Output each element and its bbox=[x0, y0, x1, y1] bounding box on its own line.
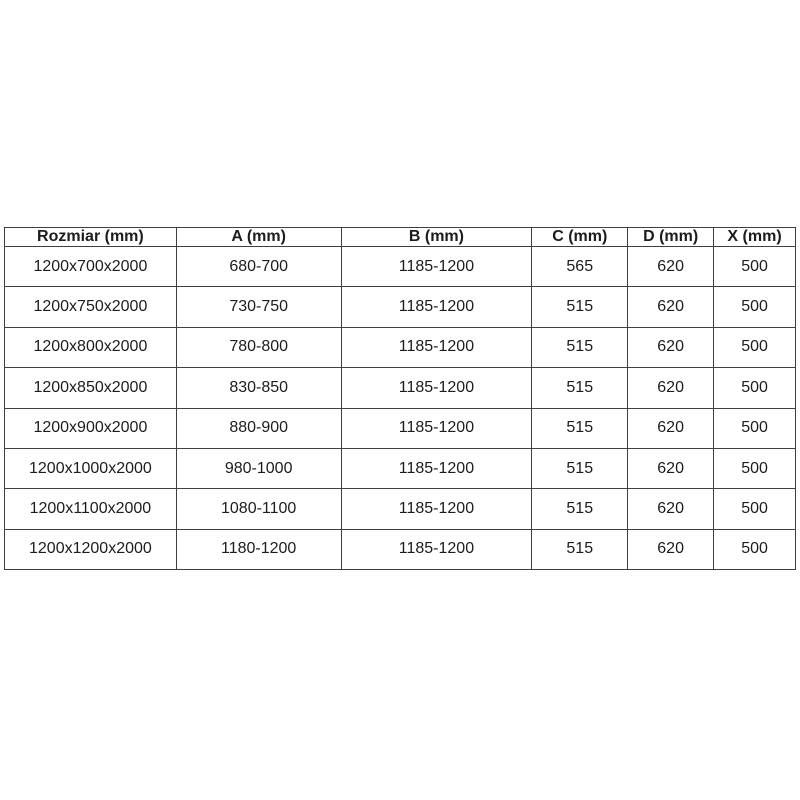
table-cell: 1200x1200x2000 bbox=[5, 529, 177, 569]
header-cell-rozmiar: Rozmiar (mm) bbox=[5, 228, 177, 247]
table-cell: 500 bbox=[714, 448, 796, 488]
table-cell: 1185-1200 bbox=[341, 247, 532, 287]
table-row bbox=[5, 368, 796, 408]
table-row bbox=[5, 327, 796, 367]
table-cell: 1200x850x2000 bbox=[5, 368, 177, 408]
table-cell: 1185-1200 bbox=[341, 368, 532, 408]
table-cell: 515 bbox=[532, 368, 628, 408]
table-cell: 1200x1000x2000 bbox=[5, 448, 177, 488]
table-row bbox=[5, 247, 796, 287]
table-row bbox=[5, 529, 796, 569]
table-cell: 515 bbox=[532, 529, 628, 569]
table-cell: 680-700 bbox=[176, 247, 341, 287]
table-cell: 1185-1200 bbox=[341, 489, 532, 529]
table-cell: 880-900 bbox=[176, 408, 341, 448]
table-row bbox=[5, 408, 796, 448]
table-cell: 1185-1200 bbox=[341, 327, 532, 367]
table-cell: 620 bbox=[628, 529, 714, 569]
table-row bbox=[5, 489, 796, 529]
header-cell-d: D (mm) bbox=[628, 228, 714, 247]
table-cell: 1185-1200 bbox=[341, 408, 532, 448]
table-cell: 500 bbox=[714, 368, 796, 408]
table-cell: 620 bbox=[628, 448, 714, 488]
table-cell: 1080-1100 bbox=[176, 489, 341, 529]
table-cell: 515 bbox=[532, 489, 628, 529]
table-cell: 620 bbox=[628, 327, 714, 367]
table-cell: 1200x900x2000 bbox=[5, 408, 177, 448]
table-cell: 830-850 bbox=[176, 368, 341, 408]
table-cell: 500 bbox=[714, 287, 796, 327]
table-cell: 1200x700x2000 bbox=[5, 247, 177, 287]
table-cell: 1185-1200 bbox=[341, 448, 532, 488]
table-cell: 515 bbox=[532, 448, 628, 488]
table-cell: 515 bbox=[532, 408, 628, 448]
table-cell: 515 bbox=[532, 327, 628, 367]
dimensions-table bbox=[4, 227, 796, 570]
table-row bbox=[5, 448, 796, 488]
table-cell: 500 bbox=[714, 247, 796, 287]
table-cell: 1185-1200 bbox=[341, 529, 532, 569]
table-cell: 1180-1200 bbox=[176, 529, 341, 569]
table-cell: 620 bbox=[628, 247, 714, 287]
header-cell-b: B (mm) bbox=[341, 228, 532, 247]
table-cell: 780-800 bbox=[176, 327, 341, 367]
table-cell: 500 bbox=[714, 489, 796, 529]
table-cell: 565 bbox=[532, 247, 628, 287]
header-cell-a: A (mm) bbox=[176, 228, 341, 247]
table-cell: 515 bbox=[532, 287, 628, 327]
table-cell: 500 bbox=[714, 327, 796, 367]
table-cell: 730-750 bbox=[176, 287, 341, 327]
header-cell-c: C (mm) bbox=[532, 228, 628, 247]
table-cell: 1200x1100x2000 bbox=[5, 489, 177, 529]
table-cell: 1185-1200 bbox=[341, 287, 532, 327]
header-cell-x: X (mm) bbox=[714, 228, 796, 247]
table-cell: 620 bbox=[628, 287, 714, 327]
table-cell: 980-1000 bbox=[176, 448, 341, 488]
table-cell: 1200x750x2000 bbox=[5, 287, 177, 327]
table-cell: 620 bbox=[628, 408, 714, 448]
table-cell: 620 bbox=[628, 368, 714, 408]
table-cell: 500 bbox=[714, 408, 796, 448]
table-cell: 500 bbox=[714, 529, 796, 569]
table-header-row bbox=[5, 228, 796, 247]
table-cell: 620 bbox=[628, 489, 714, 529]
table-cell: 1200x800x2000 bbox=[5, 327, 177, 367]
table-row bbox=[5, 287, 796, 327]
